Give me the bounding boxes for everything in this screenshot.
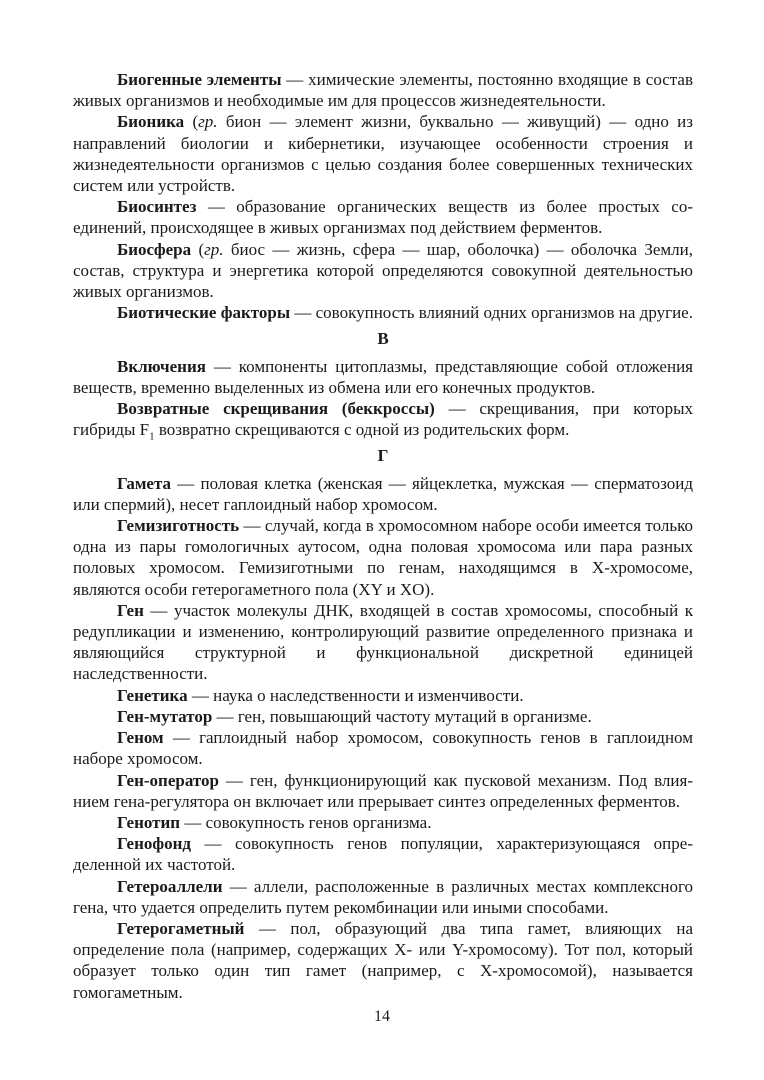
glossary-term: Гамета: [117, 473, 172, 493]
glossary-entry: [73, 398, 693, 443]
glossary-term: Биосфера: [117, 239, 192, 259]
definition-text: — скрещивания, при которых гибриды F: [73, 399, 693, 440]
definition-text: — компоненты цитоплазмы, представляющие собой отложения веществ, временно выделенных из обмена или его конечных продуктов.: [73, 356, 693, 397]
section-heading: Г: [377, 446, 389, 466]
glossary-entry: [73, 685, 693, 706]
glossary-term: Генетика: [117, 685, 188, 705]
subscript: 1: [149, 430, 155, 443]
glossary-term: Гемизиготность: [117, 516, 240, 536]
glossary-entry: [73, 356, 693, 398]
glossary-term: Возвратные скрещивания (беккроссы): [117, 399, 435, 419]
definition-text: — случай, когда в хромосомном наборе особи имеется только одна из пары гомологичных аутосом, одна половая хромосома или пара разных половых хромосом. Гемизиготными по генам, находящимся в Х-хромосоме, являются особи гетерогаметного пола (XY и XO).: [73, 516, 693, 599]
definition-text: — участок молекулы ДНК, входящей в состав хромосомы, способный к редупликации и изменению, контролирующий развитие определенного признака и являющийся структурной и функциональной дискретной единицей наследственности.: [73, 600, 693, 684]
glossary-entry: [73, 770, 693, 812]
definition-text: — образование органических веществ из более простых соединений, происходящее в живых организмах под действием ферментов.: [73, 197, 693, 238]
glossary-entry: [73, 727, 693, 769]
glossary-entry: [73, 111, 693, 196]
glossary-term: Ген-оператор: [117, 770, 219, 790]
glossary-entry: [73, 833, 693, 875]
section-heading: В: [377, 329, 389, 349]
glossary-entry: [73, 812, 693, 833]
definition-text: — совокупность генов организма.: [180, 812, 432, 832]
glossary-entry: [73, 515, 693, 600]
glossary-term: Геном: [117, 728, 164, 748]
definition-text: (: [191, 239, 205, 259]
page-number: 14: [374, 1008, 390, 1025]
glossary-term: Гетероаллели: [117, 876, 223, 896]
definition-text: — совокупность генов популяции, характеризующаяся определенной их частотой.: [73, 834, 693, 875]
glossary-term: Бионика: [117, 112, 185, 132]
definition-text: — ген, функционирующий как пусковой механизм. Под влиянием гена-регулятора он включает или прерывает синтез определенных ферментов.: [73, 770, 693, 811]
glossary-entry: [73, 239, 693, 303]
definition-text: — наука о наследственности и изменчивости.: [187, 685, 524, 705]
glossary-entry: [73, 600, 693, 685]
glossary-entry: [73, 69, 693, 111]
glossary-entry: [73, 196, 693, 238]
glossary-entry: [73, 473, 693, 515]
abbreviation: гр.: [204, 239, 224, 259]
definition-text: — химические элементы, постоянно входящие в состав живых организмов и необходимые им для процессов жизнедеятельности.: [73, 70, 693, 111]
document-page: [73, 69, 693, 1003]
glossary-term: Генофонд: [117, 834, 192, 854]
glossary-entry: [73, 918, 693, 1003]
definition-text: — пол, образующий два типа гамет, влияющих на определение пола (например, содержащих X- или Y-хромосому). Тот пол, который образует только один тип гамет (например, с X-хромосомой), называется гомогаметным.: [73, 918, 693, 1002]
definition-text: — половая клетка (женская — яйцеклетка, мужская — сперматозоид или спермий), несет гаплоидный набор хромосом.: [73, 473, 693, 514]
glossary-term: Ген-мутатор: [117, 706, 213, 726]
glossary-term: Генотип: [117, 812, 181, 832]
definition-text: возвратно скрещиваются с одной из родительских форм.: [154, 420, 570, 440]
glossary-term: Биогенные элементы: [117, 70, 282, 89]
definition-text: — аллели, расположенные в различных местах комплексного гена, что удается определить путем рекомбинации или иными способами.: [73, 876, 693, 917]
definition-text: — совокупность влияний одних организмов на другие.: [290, 303, 693, 323]
glossary-term: Включения: [117, 356, 206, 376]
definition-text: бион — элемент жизни, буквально — живущий) — одно из направлений биологии и кибернетики, изучающее особенности строения и жизнедеятельности организмов с целью создания более совершенных технических систем или устройств.: [73, 112, 693, 196]
glossary-term: Биотические факторы: [117, 303, 291, 323]
definition-text: биос — жизнь, сфера — шар, оболочка) — оболочка Земли, состав, структура и энергетика которой определяются совокупной деятельностью живых организмов.: [73, 239, 693, 302]
abbreviation: гр.: [198, 112, 218, 132]
definition-text: (: [184, 112, 199, 132]
glossary-term: Гетерогаметный: [117, 918, 245, 938]
glossary-entry: [73, 302, 693, 323]
glossary-entry: [73, 706, 693, 727]
definition-text: — ген, повышающий частоту мутаций в организме.: [212, 706, 592, 726]
definition-text: — гаплоидный набор хромосом, совокупность генов в гаплоидном наборе хромосом.: [73, 728, 693, 769]
glossary-term: Биосинтез: [117, 197, 197, 217]
glossary-term: Ген: [117, 600, 144, 620]
glossary-entry: [73, 876, 693, 918]
